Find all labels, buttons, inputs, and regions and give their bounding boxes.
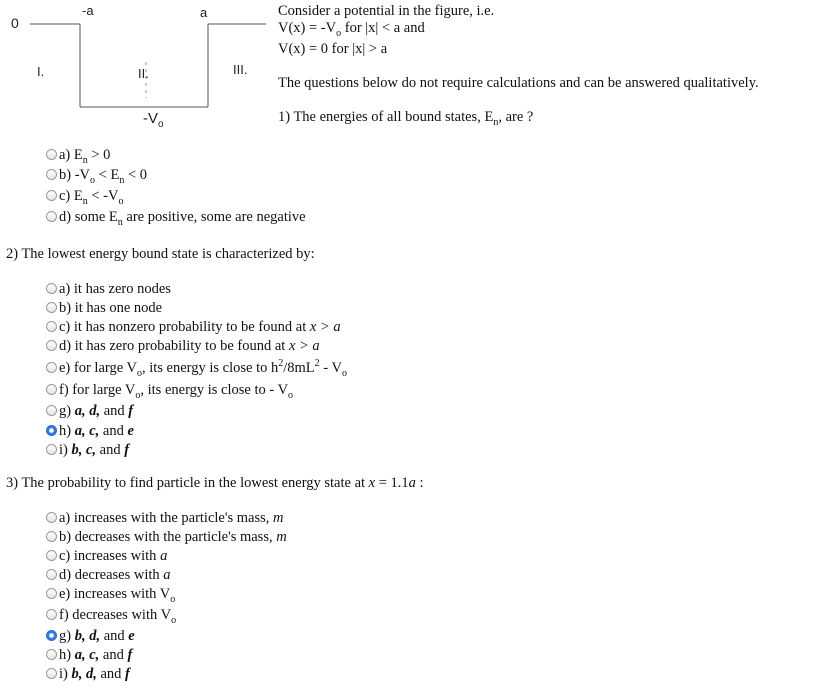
q3-radio-e[interactable]	[46, 588, 57, 599]
q2-option-f[interactable]: f) for large $V_o$, its energy is close to - $V_o$	[46, 381, 293, 399]
depth-label: $-V_o$	[143, 110, 164, 130]
q1-radio-b[interactable]	[46, 169, 57, 180]
question-3-title: 3) The probability to find particle in the lowest energy state at x = 1.1a :	[6, 475, 424, 491]
q2-radio-i[interactable]	[46, 444, 57, 455]
q2-option-c[interactable]: c) it has nonzero probability to be found at x > a	[46, 318, 341, 336]
region-3-label: III.	[233, 62, 248, 77]
q3-radio-f[interactable]	[46, 609, 57, 620]
q2-radio-a[interactable]	[46, 283, 57, 294]
q2-radio-d[interactable]	[46, 340, 57, 351]
region-2-label: II.	[138, 66, 149, 81]
q2-option-i[interactable]: i) b, c, and f	[46, 441, 129, 459]
q1-option-a[interactable]: a) $E_n > 0$	[46, 146, 110, 164]
q3-option-i[interactable]: i) b, d, and f	[46, 665, 130, 683]
q3-radio-g-selected[interactable]	[46, 630, 57, 641]
q3-radio-b[interactable]	[46, 531, 57, 542]
q3-radio-h[interactable]	[46, 649, 57, 660]
q2-option-d[interactable]: d) it has zero probability to be found at x > a	[46, 337, 320, 355]
q2-option-a[interactable]: a) it has zero nodes	[46, 280, 171, 298]
q2-radio-b[interactable]	[46, 302, 57, 313]
potential-well-figure	[0, 0, 270, 140]
q2-radio-h-selected[interactable]	[46, 425, 57, 436]
q3-radio-d[interactable]	[46, 569, 57, 580]
q3-radio-a[interactable]	[46, 512, 57, 523]
q3-option-e[interactable]: e) increases with $V_o$	[46, 585, 175, 603]
intro-note: The questions below do not require calculations and can be answered qualitatively.	[278, 75, 759, 91]
q1-option-b[interactable]: b) $-V_o < E_n < 0$	[46, 166, 147, 184]
q3-option-c[interactable]: c) increases with a	[46, 547, 167, 565]
origin-label: 0	[11, 15, 19, 31]
a-label: a	[200, 5, 208, 20]
q2-option-b[interactable]: b) it has one node	[46, 299, 162, 317]
q1-radio-a[interactable]	[46, 149, 57, 160]
q2-radio-f[interactable]	[46, 384, 57, 395]
q1-option-d[interactable]: d) some $E_n$ are positive, some are negative	[46, 208, 306, 226]
q3-option-h[interactable]: h) a, c, and f	[46, 646, 132, 664]
intro-line-2: $V(x) = -V_o$ for |x| < a and	[278, 20, 425, 39]
q2-radio-g[interactable]	[46, 405, 57, 416]
neg-a-label: -a	[82, 3, 94, 18]
q1-option-c[interactable]: c) $E_n < -V_o$	[46, 187, 123, 205]
question-2-title: 2) The lowest energy bound state is characterized by:	[6, 246, 315, 262]
q2-option-g[interactable]: g) a, d, and f	[46, 402, 133, 420]
q2-option-h[interactable]: h) a, c, and e	[46, 422, 134, 440]
q2-option-e[interactable]: e) for large $V_o$, its energy is close to $h^2/8mL^2 - V_o$	[46, 359, 347, 377]
q1-radio-c[interactable]	[46, 190, 57, 201]
q1-radio-d[interactable]	[46, 211, 57, 222]
intro-line-3: V(x) = 0 for |x| > a	[278, 41, 388, 57]
q2-radio-c[interactable]	[46, 321, 57, 332]
region-1-label: I.	[37, 64, 45, 79]
q3-option-f[interactable]: f) decreases with $V_o$	[46, 606, 176, 624]
q2-radio-e[interactable]	[46, 362, 57, 373]
q3-option-d[interactable]: d) decreases with a	[46, 566, 171, 584]
intro-line-1: Consider a potential in the figure, i.e.	[278, 3, 495, 19]
q3-option-a[interactable]: a) increases with the particle's mass, m	[46, 509, 283, 527]
q3-option-b[interactable]: b) decreases with the particle's mass, m	[46, 528, 287, 546]
q3-radio-c[interactable]	[46, 550, 57, 561]
q3-radio-i[interactable]	[46, 668, 57, 679]
question-1-title: 1) The energies of all bound states, $E_n$, are ?	[278, 109, 534, 128]
q3-option-g[interactable]: g) b, d, and e	[46, 627, 135, 645]
